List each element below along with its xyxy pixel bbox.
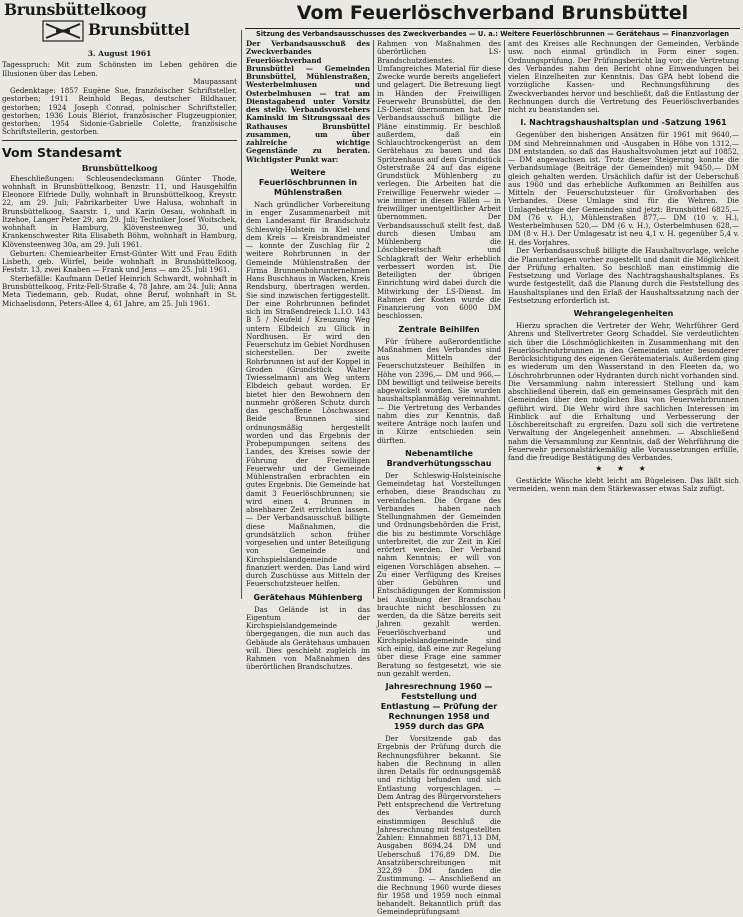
article-headline: Vom Feuerlöschverband Brunsbüttel [296,2,689,24]
subhead-feuerloeschbrunnen: Weitere Feuerlöschbrunnen in Mühlenstraßen [258,167,358,197]
column-4 [508,40,739,597]
article-subline: Sitzung des Verbandsausschusses des Zweckverbandes — U. a.: Weitere Feuerlöschbrunnen — Gerätehaus — Finanzvorlagen [245,28,740,38]
standesamt-subheadline: Brunsbüttelkoog [81,162,158,173]
sterbefaelle: Sterbefälle: Kaufmann Detlef Heinrich Schwardt, wohnhaft in Brunsbüttelkoog, Fritz-Fell-Straße 4, 78 Jahre, am 24. Juli; Anna Meta Tiedemann, geb. Rudat, ohne Beruf, wohnhaft in St. Michaelisdonn, Peters-Allee 4, 61 Jahre, am 25. Juli 1961. [2,273,237,308]
paragraph: amt des Kreises alle Rechnungen der Gemeinden, Verbände usw. noch einmal gründlich in Form einer sogen. Ordnungsprüfung. Der Prüfungsbericht lag vor; die Vertretung des Verbandes nahm den Bericht ohne Einwendungen bei vielen Einzelheiten zur Kenntnis. Das GPA hebt lobend die vorzügliche Kassen- und Rechnungsführung des Zweckverbandes hervor und beschließt, daß die Entlastung der Rechnungen durch die Vertretung des Feuerlöschverbandes nicht zu beanstanden sei. [508,39,739,114]
subhead-geraetehaus: Gerätehaus Mühlenberg [253,592,363,602]
paragraph: Rahmen von Maßnahmen des überörtlichen LS-Brandschutzdienstes. Umfangreiches Material für diese Zwecke wurde bereits angeliefert und gelagert. Die Betreuung liegt in Händen der Freiwilligen Feuerwehr Brunsbüttel, die den LS-Dienst übernommen hat. Der Verbandsausschuß billigte die Pläne einstimmig. Er beschloß außerdem, daß ein Schlauchtrockengerüst an dem Gerätehaus zu bauen und das Spritzenhaus auf dem Grundstück Osterstraße 24 auf das eigene Grundstück Mühlenberg zu verlegen. Die Arbeiten hat die Freiwillige Feuerwehr wieder — wie immer in diesen Fällen — in freiwilliger unentgeltlicher Arbeit übernommen. Der Verbandsausschuß stellt fest, daß durch diesen Umbau am Mühlenberg die Löschbereitschaft und Schlagkraft der Wehr erheblich verbessert worden ist. Die Beteiligten der übrigen Einrichtung wird dabei durch die Mitwirkung der LS-Dienst. Im Rahmen der Kosten wurde die Finanzierung von 6000 DM beschlossen. [377,39,501,321]
subhead-wehrangelegenheiten: Wehrangelegenheiten [573,309,674,319]
masthead-line2: Brunsbüttel [88,20,190,39]
issue-date: 3. August 1961 [87,49,152,58]
standesamt-headline: Vom Standesamt [2,144,122,160]
paragraph: Gegenüber den bisherigen Ansätzen für 1961 mit 9640,— DM sind Mehreinnahmen und -Ausgaben in Höhe von 1312,— DM entstanden, so daß das Haushaltsvolumen jetzt auf 10852,— DM angewachsen ist. Trotz dieser Steigerung konnte die Verbandsumlage (Beiträge der Gemeinden) mit 9450,— DM gleich gehalten werden. Ursächlich dafür ist der Ueberschuß aus 1960 und das erhebliche Aufkommen an Beihilfen aus Mitteln der Feuerschutzsteuer für Großvorhaben des Verbandes. Diese Umlage sind für die Wehren. Die Umlagebeträge der Gemeinden sind jetzt: Brunsbüttel 6825,— DM (76 v. H.), Mühlenstraßen 877,— DM (10 v. H.), Westerbelmhusen 520,— DM (6 v. H.), Osterbelmhusen 628,— DM (8 v. H.). Der Umlagesatz ist neu 4,1 v. H. gegenüber 5,4 v. H. des Vorjahres. [508,130,739,247]
article-lead: Der Verbandsausschuß des Zweckverbandes Feuerlöschverband Brunsbüttel — Gemeinden Brunsbüttel, Mühlenstraßen, Westerbelmhusen und Osterbelmhusen — trat am Dienstagabend unter Vorsitz des stellv. Verbandsvorstehers Kaminski im Sitzungssaal des Rathauses Brunsbüttel zusammen, um über zahlreiche wichtige Gegenstände zu beraten. Wichtigster Punkt war: [246,39,370,164]
paragraph: Das Gelände ist in das Eigentum der Kirchspielslandgemeinde übergegangen, die nun auch das Gebäude als Gerätehaus umbauen will. Dies geschieht zugleich im Rahmen von Maßnahmen des überörtlichen Brandschutzes. [246,604,370,672]
column-2 [246,39,370,672]
divider [2,140,237,141]
household-tip: Gestärkte Wäsche klebt leicht am Bügeleisen. Das läßt sich vermeiden, wenn man dem Stärkewasser etwas Salz zufügt. [508,475,739,493]
column-3 [377,39,501,917]
paragraph: Der Schleswig-Holsteinische Gemeindetag hat Vorstellungen erhoben, diese Brandschau zu vereinfachen. Die Organe des Verbandes haben nach Stellungnahmen der Gemeinden und Ordnungsbehörden die Frist, die bis zu bestimmte Vorschläge unterbreitet, die zur Zeit in Kiel erörtert werden. Der Verband nahm Kenntnis; er will von eigenen Vorschlägen absehen. — Zu einer Verfügung des Kreises über Gebühren und Entschädigungen der Kommission bei Ausübung der Brandschau brauchte nicht beschlossen zu werden, da die Sätze bereits seit Jahren gezahlt werden. Feuerlöschverband und Kirchspielslandgemeinde sind sich einig, daß eine zur Regelung über diese Frage eine sammer Beratung so festgesetzt, wie sie nun gezahlt werden. [377,470,501,678]
gedenktage: Gedenktage: 1857 Eugène Sue, französischer Schriftsteller, gestorben; 1911 Reinhold Begas, deutscher Bildhauer, gestorben; 1924 Joseph Conrad, polnischer Schriftsteller, gestorben; 1936 Louis Blériot, französischer Flugzeugpionier, gestorben; 1954 Sidonie-Gabrielle Colette, französische Schriftstellerin, gestorben. [2,86,237,137]
column-divider [241,30,242,599]
subhead-beihilfen: Zentrale Beihilfen [398,324,480,334]
separator-stars: ★ ★ ★ [595,464,652,474]
paragraph: Für frühere außerordentliche Maßnahmen des Verbandes sind aus Mitteln der Feuerschutzsteuer Beihilfen in Höhe von 2396,— DM und 966,— DM bewilligt und teilweise bereits abgewickelt worden. Sie wurden haushaltsplanmäßig vereinnahmt. — Die Vertretung des Verbandes nahm dies zur Kenntnis, daß weitere Anträge noch laufen und in Kürze entschieden sein dürften. [377,336,501,445]
column-divider [373,40,374,599]
column-left [2,0,237,597]
paragraph: Der Vorsitzende gab das Ergebnis der Prüfung durch die Rechnungsführer bekannt. Sie haben die Rechnung in allen ihren Details für ordnungsgemäß und richtig befunden und sich Entlastung vorgeschlagen. — Dem Antrag des Bürgervorstehers Pett entsprechend die Vertretung des Verbandes durch einstimmigen Beschluß die Jahresrechnung mit festgestellten Zahlen: Einnahmen 8871,13 DM, Ausgaben 8694,24 DM und Ueberschuß 176,89 DM. Die Ansatzüberschreitungen mit 322,89 DM fanden die Zustimmung. — Anschließend an die Rechnung 1960 wurde dieses für 1958 und 1959 noch einmal behandelt. Bekanntlich prüft das Gemeindeprüfungsamt [377,734,501,917]
coat-of-arms-icon [42,20,84,42]
paragraph: Nach gründlicher Vorbereitung in enger Zusammenarbeit mit dem Landesamt für Brandschutz Schleswig-Holstein in Kiel und dem Kreis — Kreisbrandmeister — konnte der Zuschlag für 2 weitere Rohrbrunnen in der Gemeinde Mühlenstraßen der Firma Brunnenbohrunternehmen Hans Buschhaus in Wacken, Kreis Rendsburg, übertragen werden. Sie sind inzwischen fertiggestellt. Der eine Rohrbrunnen befindet sich im Straßendreieck L.I.O. 143 B 5 / Neufeld / Kreuzung Weg untern Elbdeich zu Glück in Nordhusen. Er wird den Feuerschutz im Gebiet Nordhusen sicherstellen. Der zweite Rohrbrunnen ist auf der Koppel in Groden (Grundstück Walter Twiesselmann) am Weg untern Elbdeich gebaut worden. Er bietet hier den Bewohnern den nunmehr größeren Schutz durch das geschaffene Löschwasser. Beide Brunnen sind ordnungsmäßig hergestellt worden und das Ergebnis der Probepumpungen seitens des Landes, des Kreises sowie der Führung der Freiwilligen Feuerwehr und der Gemeinde Mühlenstraßen erbrachten ein gutes Ergebnis. Die Gemeinde hat damit 3 Feuerlöschbrunnen; sie wird einen 4. Brunnen in absehbarer Zeit errichten lassen. — Der Verbandsausschuß billigte diese Maßnahmen, die grundsätzlich schon früher vorgesehen und unter Beteiligung von Gemeinde und Kirchspielslandgemeinde finanziert werden. Das Land wird durch Zuschüsse aus Mitteln der Feuerschutzsteuer helfen. [246,199,370,589]
masthead-line1: Brunsbüttelkoog [4,0,147,19]
subhead-jahresrechnung: Jahresrechnung 1960 — Feststellung und Entlastung — Prüfung der Rechnungen 1958 und 1959 durch das GPA [380,682,498,731]
paragraph: Der Verbandsausschuß billigte die Haushaltsvorlage, welche die Planunterlagen vorher zugestellt und damit die Möglichkeit der Prüfung erhalten. So beschloß man einstimmig die Festsetzung und Vorlage des Nachtragshaushaltsplanes. Es wurde festgestellt, daß die Planung durch die Feststellung des Haushaltsplanes und den Erlaß der Haushaltssatzung nach der Festsetzung erforderlich ist. [508,246,739,305]
column-divider [504,40,505,599]
subhead-brandverhuetungsschau: Nebenamtliche Brandverhütungsschau [386,448,492,468]
geburten: Geburten: Chemiearbeiter Ernst-Günter Witt und Frau Edith Lisbeth, geb. Würfel, beide wohnhaft in Brunsbüttelkoog, Feststr. 13, zwei Knaben — Frank und Jens — am 25. Juli 1961. [2,248,237,275]
tagesspruch: Tagesspruch: Mit zum Schönsten im Leben gehören die Illusionen über das Leben. [2,60,237,78]
paragraph: Hierzu sprachen die Vertreter der Wehr, Wehrführer Gerd Ahrens und Stellvertreter Georg Schaddel. Sie verdeutlichten sich über die Löschmöglichkeiten in Zusammenhang mit den Feuerlöschrohrbrunnen in den Gemeinden unter besonderer Berücksichtigung des eigenen Gerätematerials. Außerdem ging es wiederum um den Wasserstand in den Fleeten da, wo Löschrohrbrunnen oder Hydranten durch nicht vorhanden sind. Die Versammlung nahm interessiert Stellung und kam abschließend überein, daß ein gemeinsames Gespräch mit den Gemeinden über den möglichen Bau von Feuerwehrbrunnen geführt wird. Die Wehr wird ihre sachlichen Interessen im Hinblick auf die Erhaltung und Verbesserung der Löschbereitschaft zu ergreifen. Dazu soll sich die vertretene Verwaltung der Angelegenheit annehmen. — Abschließend nahm die Versammlung zur Kenntnis, daß der Wehrführung die Feuerwehr personalstärkemäßig alle Voraussetzungen erfülle, fand die freudige Bestätigung des Verbandes. [508,321,739,463]
tagesspruch-author: Maupassant [193,77,237,87]
eheschliessungen: Eheschließungen: Schleusendecksmann Günter Thode, wohnhaft in Brunsbüttelkoog, Benzstr. 11, und Hausgehilfin Eleonore Elfriede Dully, wohnhaft in Brunsbüttelkoog, Kreystr. 22, am 29. Juli; Fabrikarbeiter Uwe Halusa, wohnhaft in Brunsbüttelkoog, Saarstr. 1, und Karin Oesau, wohnhaft in Itzehoe, Langer Peter 29, am 29. Juli; Techniker Josef Woitschek, wohnhaft in Hamburg, Klövensteenweg 30, und Krankenschwester Rita Elisabeth Böhm, wohnhaft in Hamburg, Klövensteenweg 30a, am 29. Juli 1961. [2,173,237,249]
masthead [2,0,237,46]
subhead-nachtragshaushalt: I. Nachtragshaushaltsplan und -Satzung 1961 [520,118,727,128]
